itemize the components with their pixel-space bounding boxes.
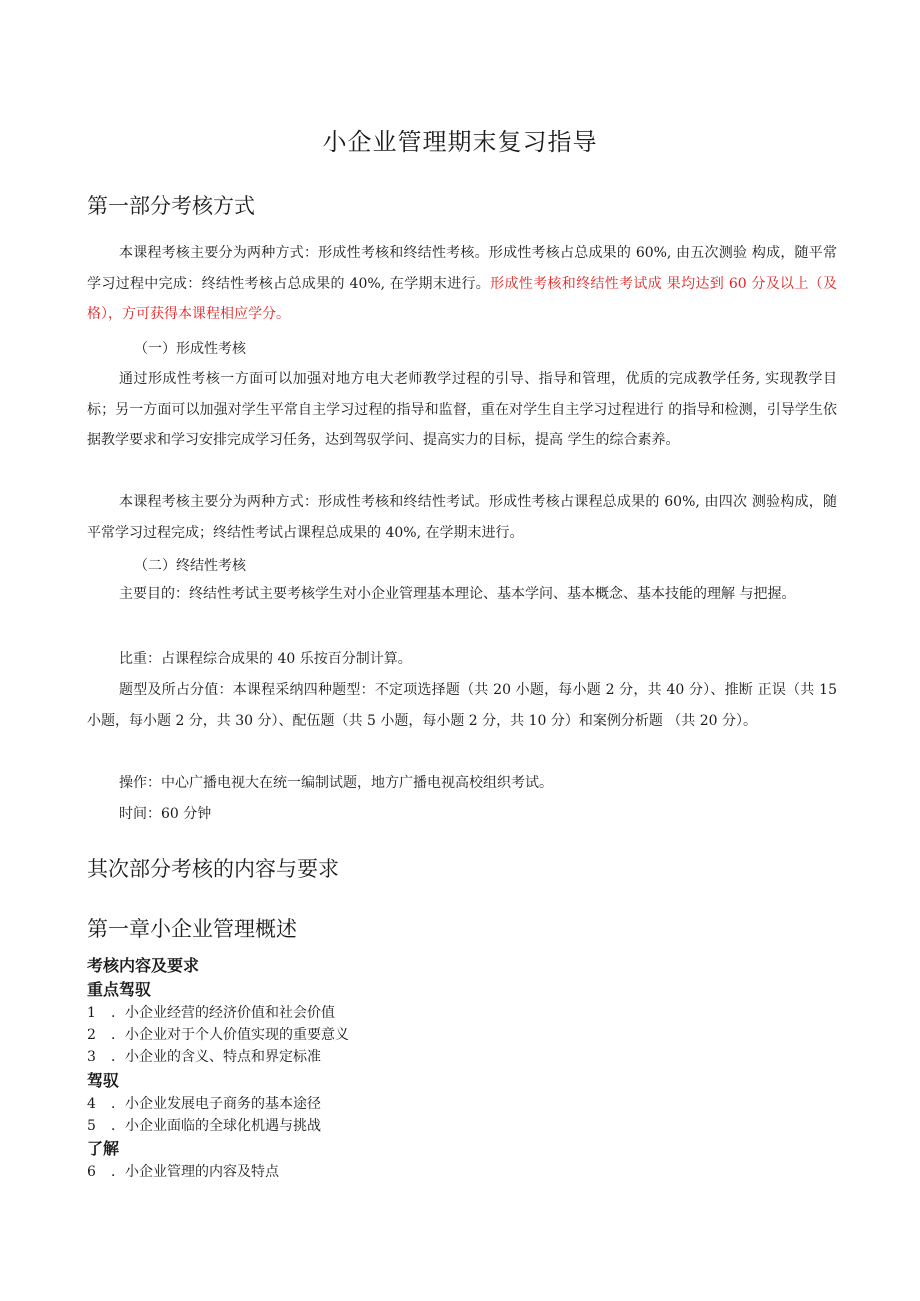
item-number: 6 [87, 1164, 96, 1180]
item-text: ．小企业对于个人价值实现的重要意义 [111, 1027, 349, 1043]
item-number: 1 [87, 1005, 96, 1021]
item-text: ．小企业管理的内容及特点 [111, 1164, 279, 1180]
intro-text: 本课程考核主要分为两种方式：形成性考核和终结性考核。形成性考核占总成果的 60%, 由五次测验 构成，随平常学习过程中完成：终结性考核占总成果的 40%, 在学期末进行。 [87, 245, 837, 292]
document-title: 小企业管理期末复习指导 [322, 128, 598, 156]
section2-time: 时间：60 分钟 [119, 806, 212, 822]
part2-heading: 其次部分考核的内容与要求 [87, 857, 339, 881]
chapter1-heading: 第一章小企业管理概述 [87, 917, 297, 941]
section2-title: （二）终结性考核 [134, 558, 246, 574]
list-item [87, 1161, 279, 1181]
section2-operation: 操作：中心广播电视大在统一编制试题，地方广播电视高校组织考试。 [119, 775, 553, 791]
part1-heading: 第一部分考核方式 [87, 194, 255, 218]
list-item [87, 1115, 321, 1135]
item-text: ．小企业发展电子商务的基本途径 [111, 1096, 321, 1112]
know-title: 了解 [87, 1139, 120, 1158]
part1-intro [87, 238, 837, 330]
item-text: ．小企业的含义、特点和界定标准 [111, 1049, 321, 1065]
item-text: ．小企业经营的经济价值和社会价值 [111, 1005, 335, 1021]
list-item [87, 1002, 335, 1022]
intro-highlight: 形成性考核和终结性考试成 果均达到 60 分及以上（及格），方可获得本课程相应学分。 [87, 275, 838, 322]
item-number: 5 [87, 1118, 96, 1134]
section1-title: （一）形成性考核 [134, 341, 246, 357]
item-number: 2 [87, 1027, 96, 1043]
section2-weight: 比重：占课程综合成果的 40 乐按百分制计算。 [119, 651, 412, 667]
key-master-title: 重点驾驭 [87, 980, 152, 999]
section1-paragraph-1: 通过形成性考核一方面可以加强对地方电大老师教学过程的引导、指导和管理，优质的完成教学任务, 实现教学目标；另一方面可以加强对学生平常自主学习过程的指导和监督，重在对学生自主学习过程进行 的指导和检测，引导学生依据教学要求和学习安排完成学习任务，达到驾驭学问、提高实力的目标，提高 学生的综合素养。 [87, 371, 837, 448]
list-item [87, 1046, 321, 1066]
item-text: ．小企业面临的全球化机遇与挑战 [111, 1118, 321, 1134]
master-title: 驾驭 [87, 1071, 120, 1090]
item-number: 3 [87, 1049, 96, 1065]
section2-purpose: 主要目的：终结性考试主要考核学生对小企业管理基本理论、基本学问、基本概念、基本技能的理解 与把握。 [119, 586, 796, 602]
requirements-title: 考核内容及要求 [87, 956, 200, 975]
list-item [87, 1093, 321, 1113]
item-number: 4 [87, 1096, 96, 1112]
list-item [87, 1024, 349, 1044]
section2-question-types: 题型及所占分值：本课程采纳四种题型：不定项选择题（共 20 小题，每小题 2 分，共 40 分）、推断 正误（共 15 小题，每小题 2 分，共 30 分）、配伍题（共 5 小题，每小题 2 分，共 10 分）和案例分析题 （共 20 分）。 [87, 682, 837, 729]
section1-paragraph-2: 本课程考核主要分为两种方式：形成性考核和终结性考试。形成性考核占课程总成果的 60%, 由四次 测验构成，随平常学习过程完成；终结性考试占课程总成果的 40%, 在学期末进行。 [87, 494, 837, 541]
